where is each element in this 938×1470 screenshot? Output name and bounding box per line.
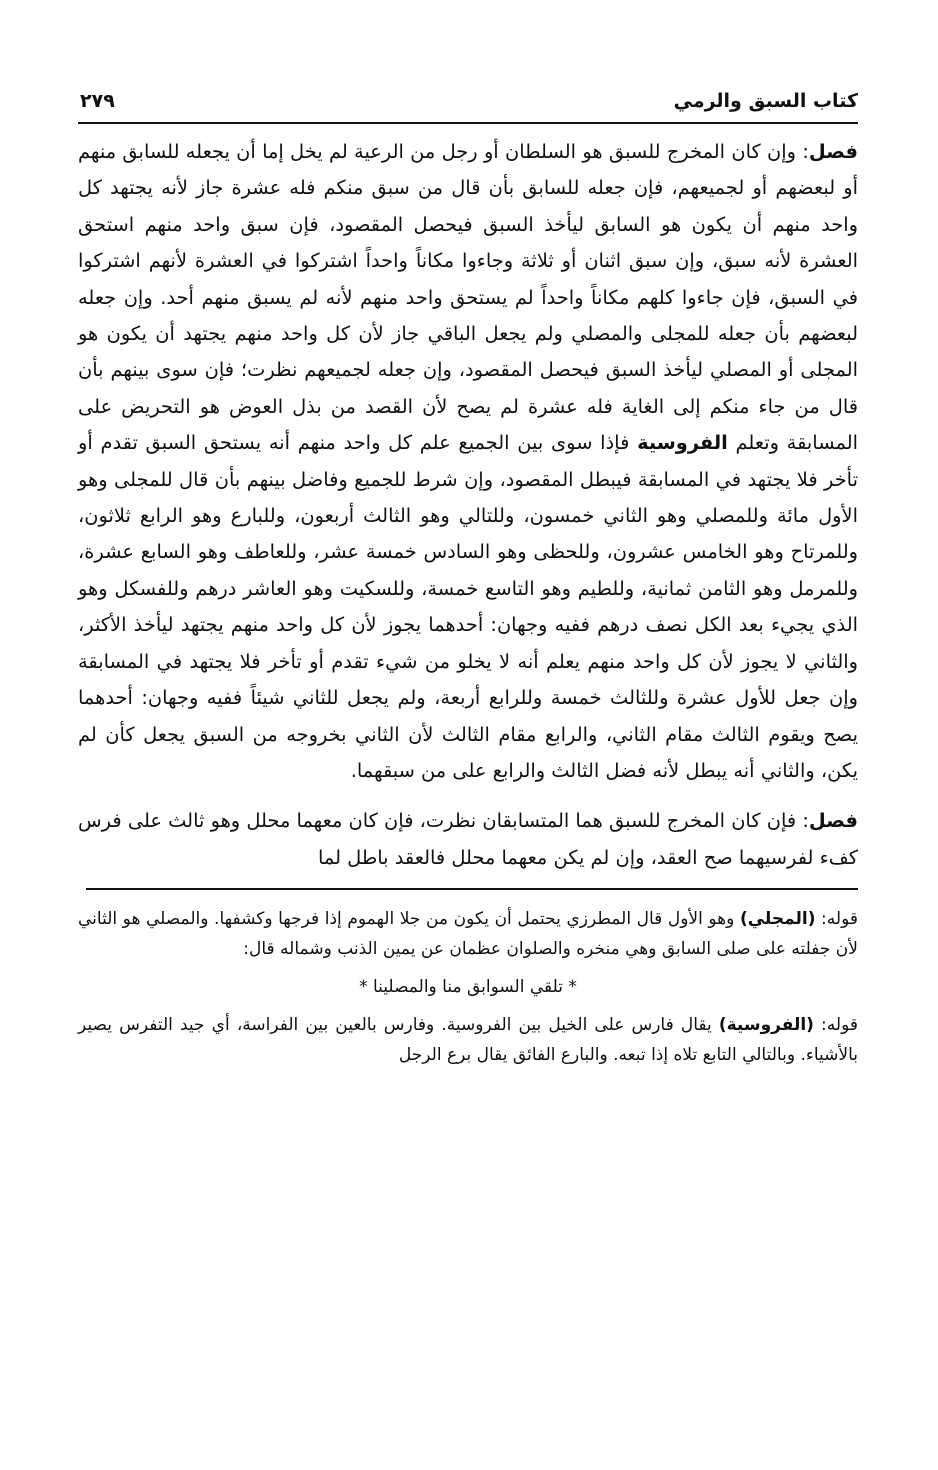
- main-text: [78, 134, 858, 876]
- section-label: فصل: [808, 140, 858, 163]
- footnote-text: وهو الأول قال المطرزي يحتمل أن يكون من جلا الهموم إذا فرجها وكشفها. والمصلي هو الثاني لأن جفلته على صلى السابق وهي منخره والصلوان عظمان عن يمين الذنب وشماله قال:: [78, 909, 858, 960]
- footnote-1: [78, 904, 858, 964]
- book-title: كتاب السبق والرمي: [673, 90, 858, 112]
- paragraph-text: فإذا سوى بين الجميع علم كل واحد منهم أنه يستحق السبق تقدم أو تأخر فلا يجتهد في المسابقة فيبطل المقصود، وإن شرط للجميع وفاضل بينهم بأن قال للمجلى وهو الأول مائة وللمصلي وهو الثاني خمسون، وللتالي وهو الثالث أربعون، وللبارع وهو الرابع ثلاثون، وللمرتاح وهو الخامس عشرون، وللحظى وهو السادس خمسة عشر، وللعاطف وهو السابع عشرة، وللمرمل وهو الثامن ثمانية، وللطيم وهو التاسع خمسة، وللسكيت وهو العاشر درهم وللفسكل وهو الذي يجيء بعد الكل نصف درهم ففيه وجهان: أحدهما يجوز لأن كل واحد منهم يجتهد ليأخذ الأكثر، والثاني لا يجوز لأن كل واحد منهم يعلم أنه لا يخلو من شيء تقدم أو تأخر فلا يجتهد في المسابقة وإن جعل للأول عشرة وللثالث خمسة وللرابع أربعة، ولم يجعل للثاني شيئاً ففيه وجهان: أحدهما يصح ويقوم الثالث مقام الثاني، والرابع مقام الثالث لأن الثاني بخروجه من السبق يجعل كأن لم يكن، والثاني أنه يبطل لأنه فضل الثالث والرابع على من سبقهما.: [78, 431, 858, 782]
- page-number: ٢٧٩: [80, 90, 115, 112]
- footnote-verse: * تلقي السوابق منا والمصلينا *: [359, 977, 577, 998]
- paragraph-1: [78, 134, 858, 789]
- paragraph-text: : فإن كان المخرج للسبق هما المتسابقان نظرت، فإن كان معهما محلل وهو ثالث على فرس كفء لفرسيهما صح العقد، وإن لم يكن معهما محلل فالعقد باطل لما: [78, 809, 858, 869]
- paragraph-2: [78, 803, 858, 876]
- bold-term: الفروسية: [637, 431, 728, 455]
- footnote-text: يقال فارس على الخيل بين الفروسية. وفارس بالعين بين الفراسة، أي جيد التفرس يصير بالأشياء. وبالتالي التابع تلاه إذا تبعه. والبارع الفائق يقال برع الرجل: [78, 1015, 858, 1066]
- footnote-2: [78, 1010, 858, 1070]
- footnote-prefix: قوله:: [815, 909, 858, 930]
- footnote-divider: [86, 888, 858, 890]
- footnote-prefix: قوله:: [813, 1015, 858, 1036]
- page-header: [78, 88, 858, 124]
- footnote-term: (الفروسية): [718, 1015, 814, 1036]
- book-page: [78, 88, 858, 1070]
- footnotes: [78, 904, 858, 1070]
- footnote-term: (المجلي): [739, 909, 816, 930]
- paragraph-text: : وإن كان المخرج للسبق هو السلطان أو رجل من الرعية لم يخل إما أن يجعله للسابق منهم أو لبعضهم أو لجميعهم، فإن جعله للسابق بأن قال من سبق منكم فله عشرة جاز لأنه يجتهد كل واحد منهم أن يكون هو السابق ليأخذ السبق فيحصل المقصود، فإن سبق واحد منهم استحق العشرة لأنه سبق، وإن سبق اثنان أو ثلاثة وجاءوا مكاناً واحداً اشتركوا في العشرة لأنهم اشتركوا في السبق، فإن جاءوا كلهم مكاناً واحداً لم يستحق واحد منهم لأنه لم يسبق منهم أحد. وإن جعله لبعضهم بأن جعله للمجلى والمصلي ولم يجعل الباقي جاز لأن كل واحد منهم يجتهد أن يكون هو المجلى أو المصلي ليأخذ السبق فيحصل المقصود، وإن جعله لجميعهم نظرت؛ فإن سوى بينهم بأن قال من جاء منكم إلى الغاية فله عشرة لم يصح لأن القصد من بذل العوض هو التحريض على المسابقة وتعلم: [78, 140, 858, 455]
- section-label: فصل: [808, 809, 858, 833]
